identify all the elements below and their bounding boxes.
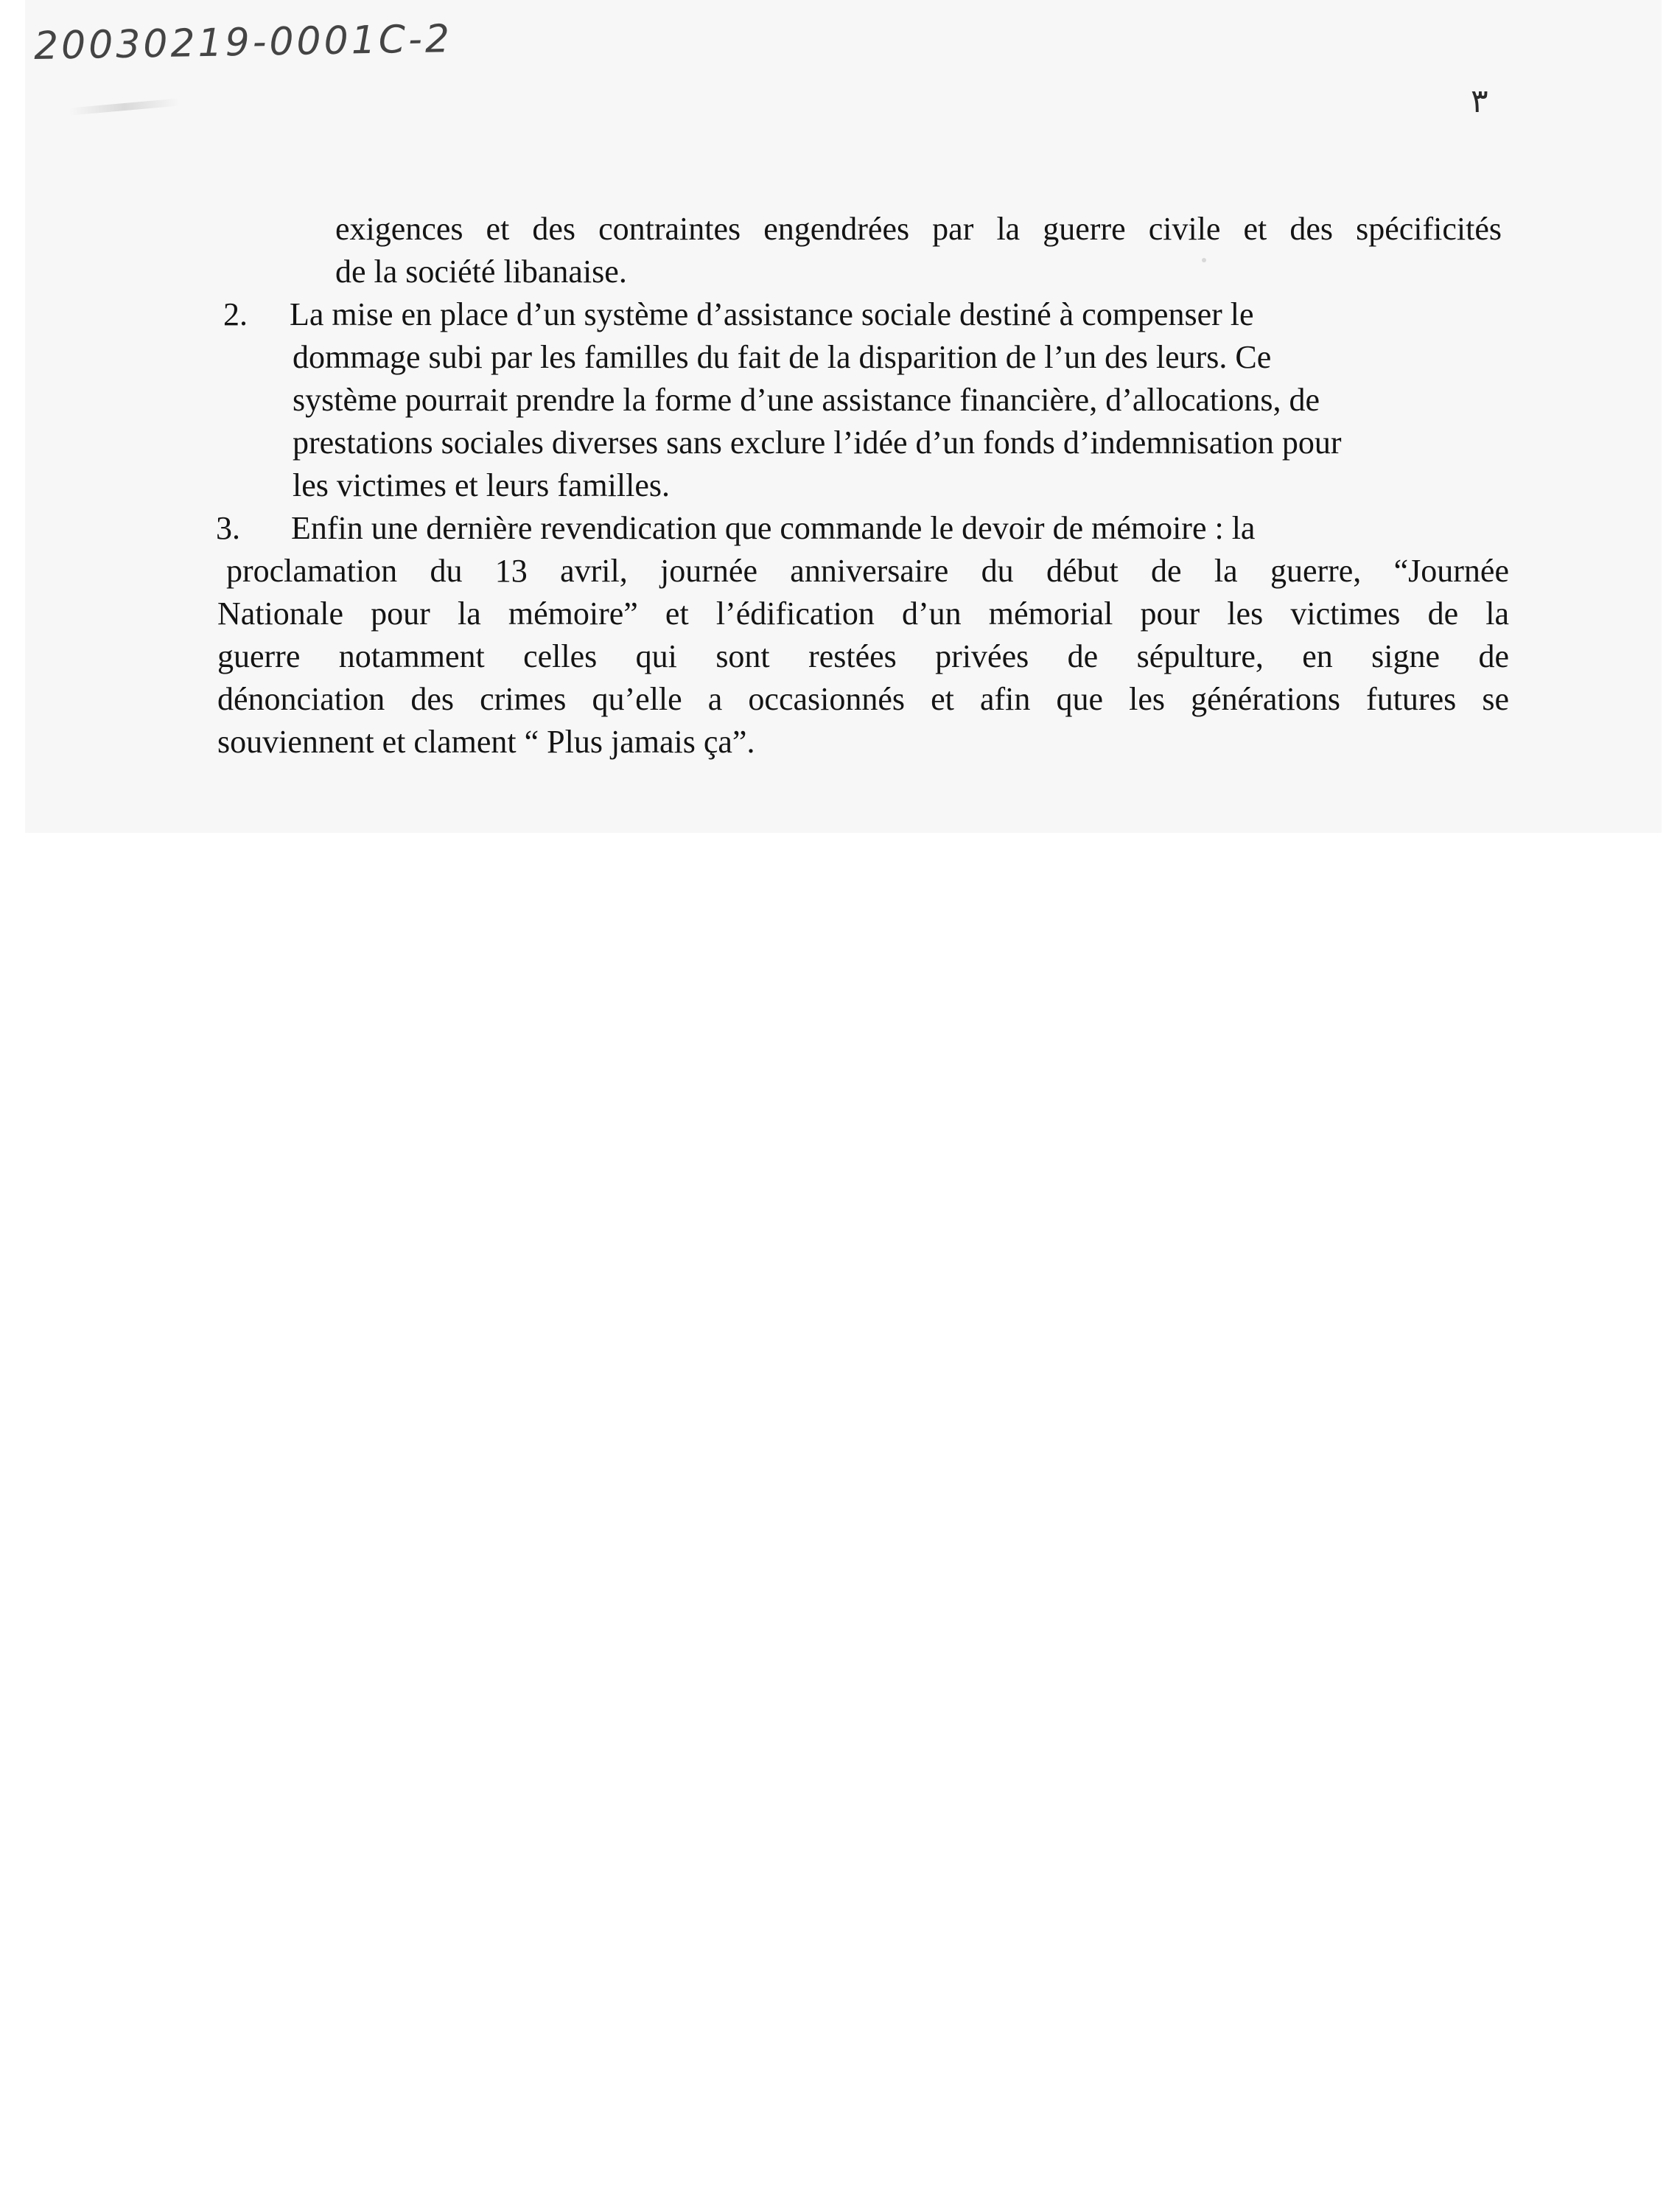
- item-2-line-5: les victimes et leurs familles.: [293, 467, 670, 503]
- item-3-number: 3.: [216, 510, 240, 546]
- item-2-line-2: dommage subi par les familles du fait de la disparition de l’un des leurs. Ce: [293, 339, 1272, 375]
- continuation-line-1: exigences et des contraintes engendrées par la guerre civile et des spécificités: [335, 211, 1502, 247]
- item-3-line-5: dénonciation des crimes qu’elle a occasionnés et afin que les générations futures se: [217, 681, 1509, 717]
- item-2-line-1: La mise en place d’un système d’assistance sociale destiné à compenser le: [290, 296, 1254, 332]
- scan-speck: [1202, 258, 1206, 262]
- continuation-line-2: de la société libanaise.: [335, 254, 627, 290]
- page-number: ٣: [1471, 83, 1488, 120]
- item-2-line-4: prestations sociales diverses sans exclure l’idée d’un fonds d’indemnisation pour: [293, 425, 1342, 461]
- item-3-line-3: Nationale pour la mémoire” et l’édification d’un mémorial pour les victimes de la: [217, 595, 1509, 632]
- item-3-line-6: souviennent et clament “ Plus jamais ça”.: [217, 724, 755, 760]
- scan-smudge: [69, 98, 180, 115]
- item-3-line-2: proclamation du 13 avril, journée anniversaire du début de la guerre, “Journée: [226, 553, 1509, 589]
- item-2-number: 2.: [223, 296, 248, 332]
- handwritten-document-reference: 20030219-0001C-2: [33, 17, 453, 69]
- item-2-line-3: système pourrait prendre la forme d’une assistance financière, d’allocations, de: [293, 382, 1320, 418]
- item-3-line-4: guerre notamment celles qui sont restées privées de sépulture, en signe de: [217, 638, 1509, 674]
- item-3-line-1: Enfin une dernière revendication que commande le devoir de mémoire : la: [291, 510, 1256, 546]
